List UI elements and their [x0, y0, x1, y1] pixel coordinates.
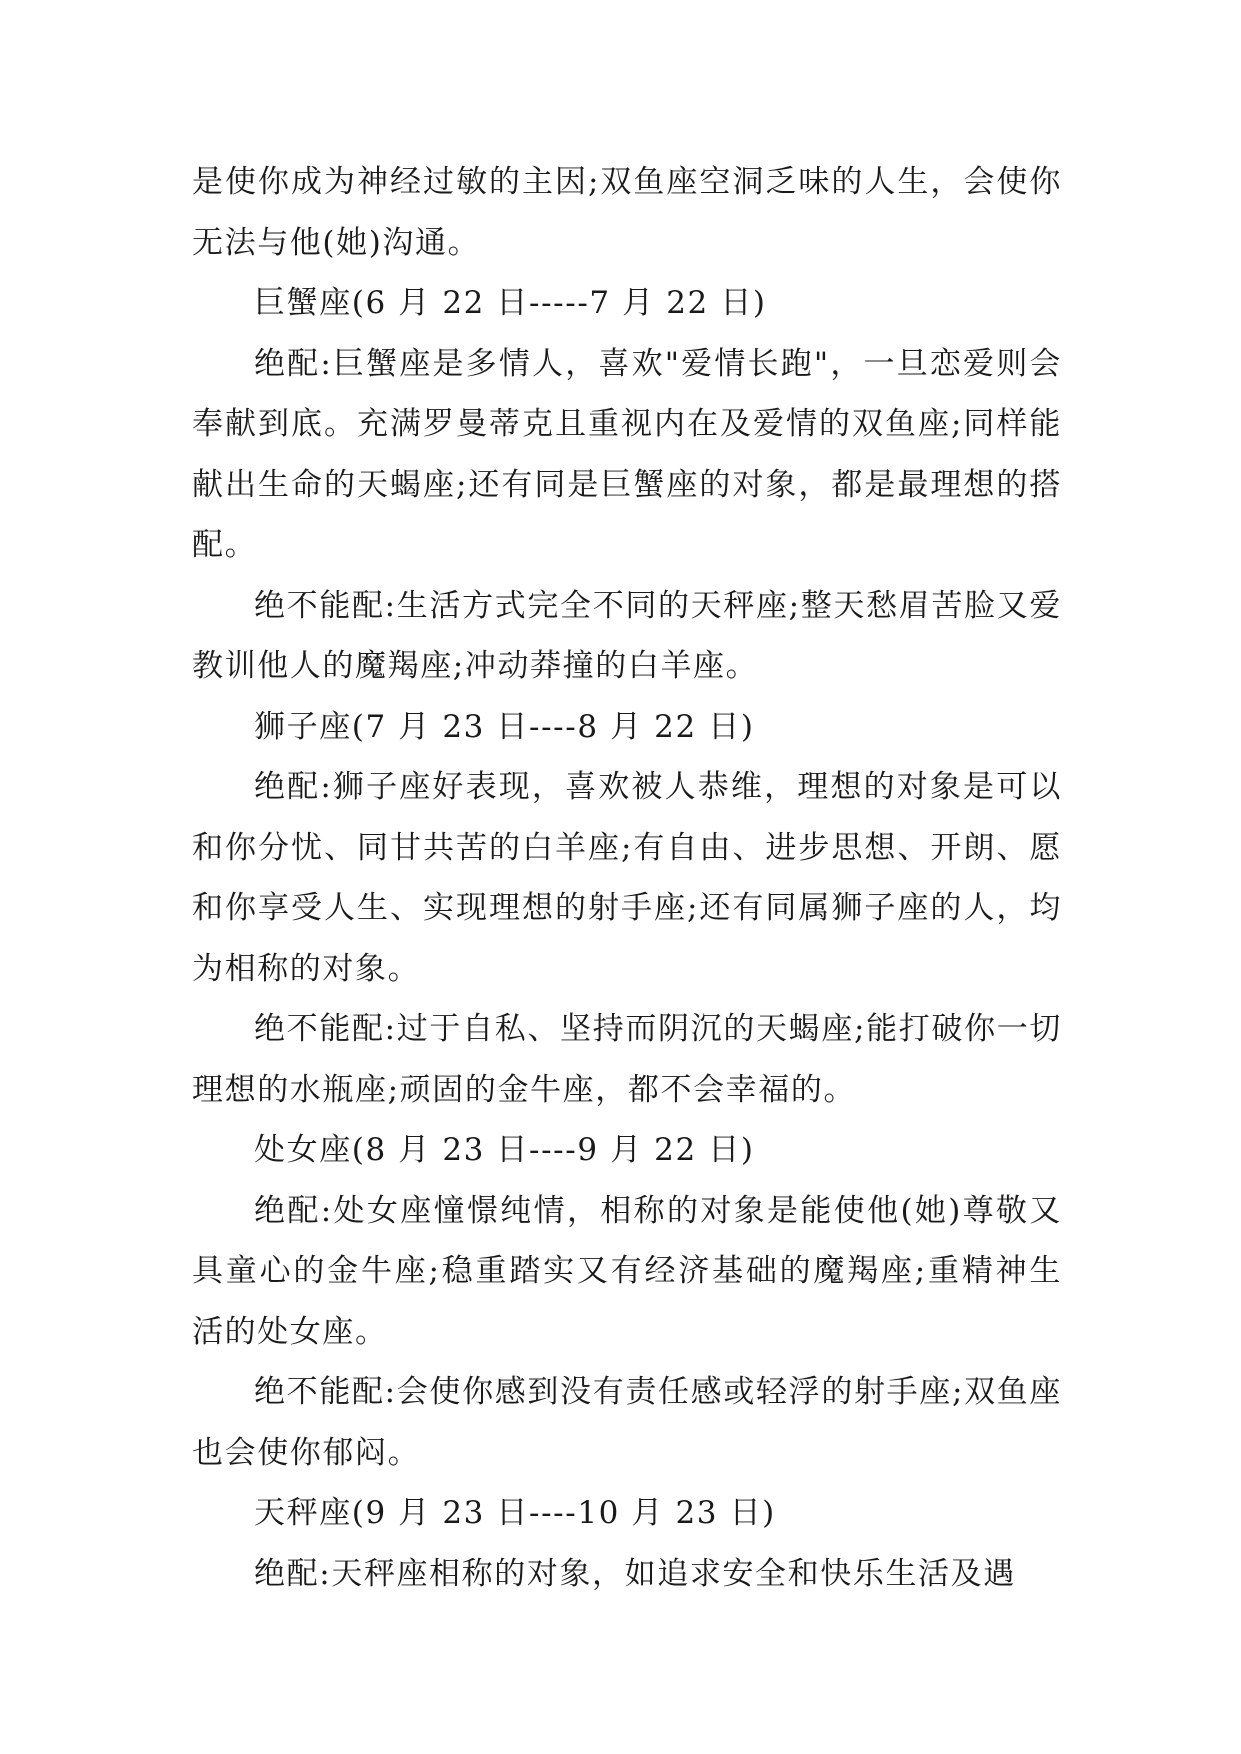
heading-cancer: 巨蟹座(6 月 22 日-----7 月 22 日) [254, 285, 767, 321]
paragraph-cancer-worst-match: 绝不能配:生活方式完全不同的天秤座;整天愁眉苦脸又爱教训他人的魔羯座;冲动莽撞的白羊座。 [192, 587, 1062, 684]
heading-leo: 狮子座(7 月 23 日----8 月 22 日) [254, 708, 755, 745]
paragraph-cancer-best-match: 绝配:巨蟹座是多情人，喜欢"爱情长跑"，一旦恋爱则会奉献到底。充满罗曼蒂克且重视内在及爱情的双鱼座;同样能献出生命的天蝎座;还有同是巨蟹座的对象，都是最理想的搭配。 [192, 345, 1062, 563]
paragraph-continued: 是使你成为神经过敏的主因;双鱼座空洞乏味的人生，会使你无法与他(她)沟通。 [192, 164, 1062, 261]
paragraph-leo-best-match: 绝配:狮子座好表现，喜欢被人恭维，理想的对象是可以和你分忧、同甘共苦的白羊座;有自由、进步思想、开朗、愿和你享受人生、实现理想的射手座;还有同属狮子座的人，均为相称的对象。 [192, 769, 1062, 987]
paragraph-virgo-best-match: 绝配:处女座憧憬纯情，相称的对象是能使他(她)尊敬又具童心的金牛座;稳重踏实又有经济基础的魔羯座;重精神生活的处女座。 [192, 1192, 1062, 1350]
document-body [192, 152, 1062, 1604]
paragraph-virgo-worst-match: 绝不能配:会使你感到没有责任感或轻浮的射手座;双鱼座也会使你郁闷。 [192, 1374, 1062, 1471]
heading-virgo: 处女座(8 月 23 日----9 月 22 日) [254, 1132, 755, 1168]
paragraph-leo-worst-match: 绝不能配:过于自私、坚持而阴沉的天蝎座;能打破你一切理想的水瓶座;顽固的金牛座，都不会幸福的。 [192, 1011, 1062, 1108]
heading-libra: 天秤座(9 月 23 日----10 月 23 日) [254, 1495, 776, 1531]
paragraph-libra-best-match: 绝配:天秤座相称的对象，如追求安全和快乐生活及遇 [254, 1555, 1016, 1592]
